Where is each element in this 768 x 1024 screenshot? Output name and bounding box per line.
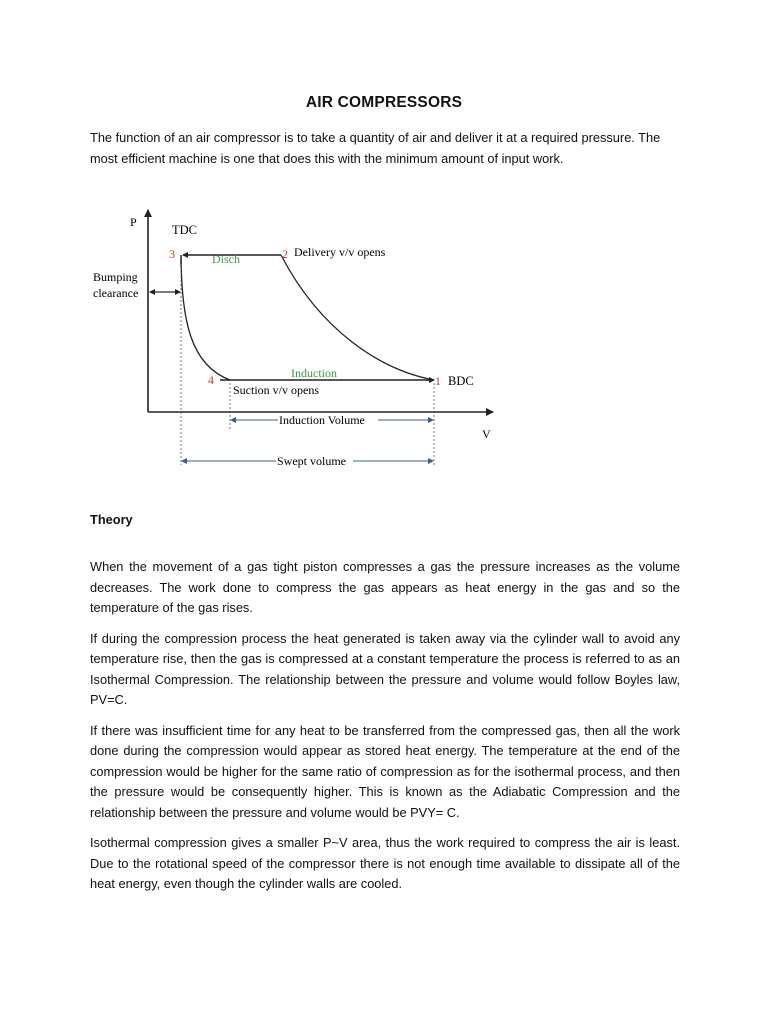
theory-heading: Theory [90,512,133,527]
axis-y-label: P [130,215,137,229]
theory-paragraph-4: Isothermal compression gives a smaller P~V area, thus the work required to compress the air is least. Due to the rotational speed of the compressor there is not enough time available to dissipate all of the heat energy, even though the cylinder walls are cooled. [90,835,680,891]
delivery-label: Delivery v/v opens [294,245,386,259]
axis-x-label: V [482,427,491,441]
bumping-label-1: Bumping [93,270,138,284]
induction-label: Induction [291,366,337,380]
theory-paragraph-1: When the movement of a gas tight piston compresses a gas the pressure increases as the volume decreases. The work done to compress the gas appears as heat energy in the gas and so the temperature of the gas rises. [90,559,680,615]
page-title: AIR COMPRESSORS [305,94,463,111]
tdc-label: TDC [172,223,197,237]
point-2: 2 [282,247,288,261]
compression-curve [281,255,434,380]
point-3: 3 [169,247,175,261]
pv-diagram [80,200,520,475]
theory-paragraph-3: If there was insufficient time for any heat to be transferred from the compressed gas, then all the work done during the compression would appear as stored heat energy. The temperature at the end of the compression would be higher for the same ratio of compression as for the isothermal process, and then the pressure would be consequently higher. This is known as the Adiabatic Compression and the relationship between the pressure and volume would be PVY= C. [90,722,680,820]
bdc-label: BDC [448,374,474,388]
point-1: 1 [435,374,441,388]
intro-paragraph: The function of an air compressor is to take a quantity of air and deliver it at a required pressure. The most efficient machine is one that does this with the minimum amount of input work. [90,130,661,166]
point-4: 4 [208,373,214,387]
expansion-curve [181,258,230,380]
theory-paragraph-2: If during the compression process the heat generated is taken away via the cylinder wall to avoid any temperature rise, then the gas is compressed at a constant temperature the process is referred to as an Isothermal Compression. The relationship between the pressure and volume would follow Boyles law, PV=C. [90,630,680,707]
suction-label: Suction v/v opens [233,383,319,397]
induction-volume-label: Induction Volume [279,413,365,427]
bumping-label-2: clearance [93,286,139,300]
swept-volume-label: Swept volume [277,454,346,468]
theory-body [90,557,680,905]
disch-label: Disch [212,252,240,266]
